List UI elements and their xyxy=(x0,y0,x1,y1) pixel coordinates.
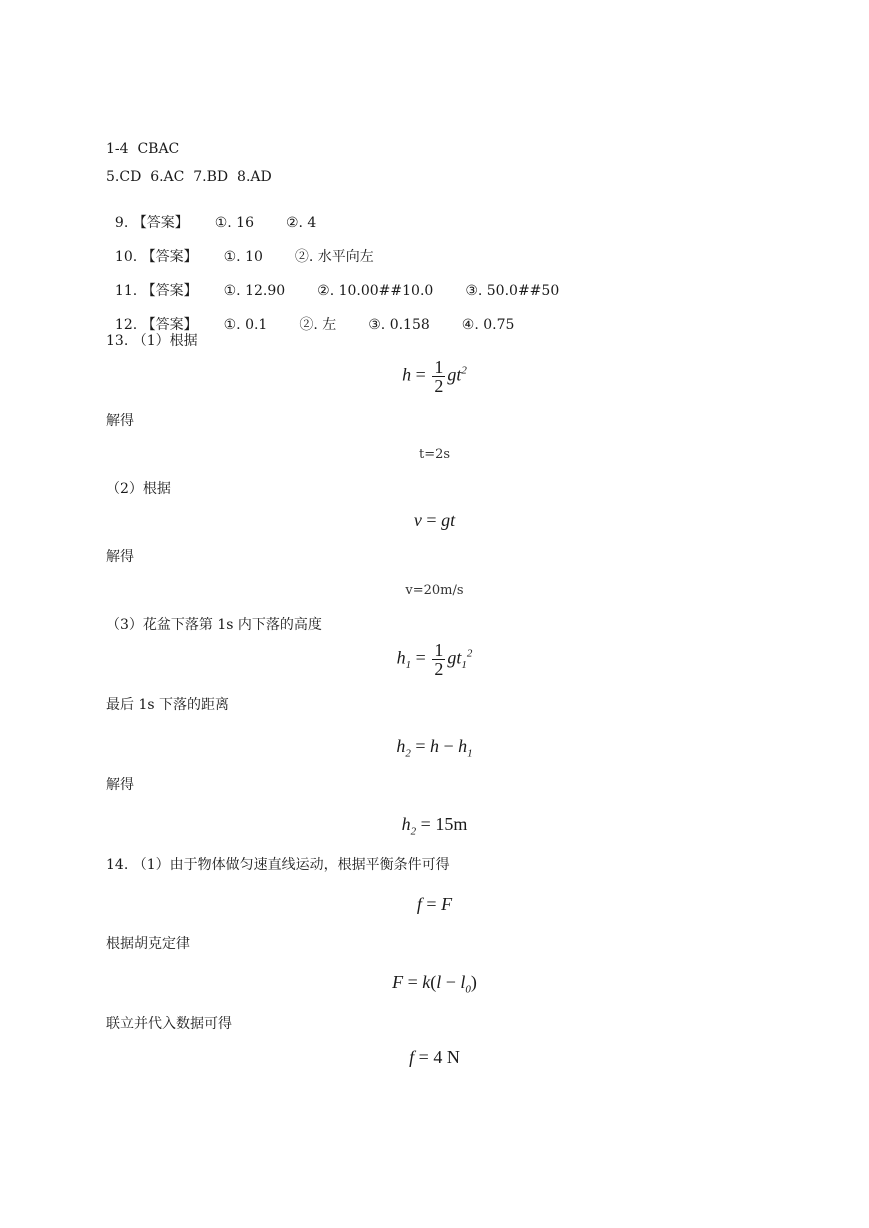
q12-tag: 【答案】 xyxy=(141,317,198,333)
q13-solve-1: 解得 xyxy=(106,413,134,429)
q12-answer-2: ②. 左 xyxy=(299,317,337,333)
equation-f-4N: f = 4 N xyxy=(409,1047,460,1067)
q13-solve-3: 解得 xyxy=(106,777,134,793)
q13-part2-label: （2）根据 xyxy=(106,481,171,497)
q12-answer-4: ④. 0.75 xyxy=(461,317,515,333)
q13-part4-label: 最后 1s 下落的距离 xyxy=(106,697,229,713)
q9-answer-2: ②. 4 xyxy=(285,215,317,231)
q11-answer-1: ①. 12.90 xyxy=(223,283,286,299)
q11-number: 11. xyxy=(114,283,138,299)
q9-tag: 【答案】 xyxy=(132,215,189,231)
q9-answer-1: ①. 16 xyxy=(214,215,254,231)
equation-h-half-g-t-squared: h = $\frac{1}{2}$ $gt^2$ xyxy=(402,357,467,396)
answer-q9 xyxy=(106,196,316,232)
equation-v-gt: v = gt xyxy=(413,510,456,530)
answer-q10 xyxy=(106,230,374,266)
q14-combine-label: 联立并代入数据可得 xyxy=(106,1016,232,1032)
q11-answer-2: ②. 10.00##10.0 xyxy=(317,283,434,299)
q13-result-t: t=2s xyxy=(418,447,451,462)
q10-answer-1: ①. 10 xyxy=(223,249,263,265)
q11-tag: 【答案】 xyxy=(141,283,198,299)
equation-hooke-law: $F = k(l - l_0)$ xyxy=(392,972,477,996)
equation-h2-15m: $h_2 = 15m$ xyxy=(401,814,468,838)
q12-number: 12. xyxy=(114,317,138,333)
q13-part1-label: 13. （1）根据 xyxy=(106,333,198,349)
answer-line-5-8: 5.CD 6.AC 7.BD 8.AD xyxy=(106,169,272,185)
q10-tag: 【答案】 xyxy=(141,249,198,265)
answer-q12 xyxy=(106,298,514,334)
q13-part3-label: （3）花盆下落第 1s 内下落的高度 xyxy=(106,617,322,633)
q13-result-v: v=20m/s xyxy=(405,583,464,598)
equation-h2-h-minus-h1: $h_2 = h - h_1$ xyxy=(396,736,473,760)
q9-number: 9. xyxy=(114,215,129,231)
equation-f-equals-F: f = F xyxy=(416,894,453,914)
q13-solve-2: 解得 xyxy=(106,549,134,565)
answer-q11 xyxy=(106,264,559,300)
answer-line-1-4: 1-4 CBAC xyxy=(106,141,180,157)
q11-answer-3: ③. 50.0##50 xyxy=(465,283,560,299)
q14-hooke-label: 根据胡克定律 xyxy=(106,936,190,952)
q12-answer-1: ①. 0.1 xyxy=(223,317,268,333)
q10-number: 10. xyxy=(114,249,138,265)
equation-h1-half-g-t1-squared: $h_1$ = $\frac{1}{2}$ $gt_1^2$ xyxy=(396,640,473,679)
q14-part1-label: 14. （1）由于物体做匀速直线运动，根据平衡条件可得 xyxy=(106,857,450,873)
q10-answer-2: ②. 水平向左 xyxy=(294,249,374,265)
q12-answer-3: ③. 0.158 xyxy=(368,317,430,333)
